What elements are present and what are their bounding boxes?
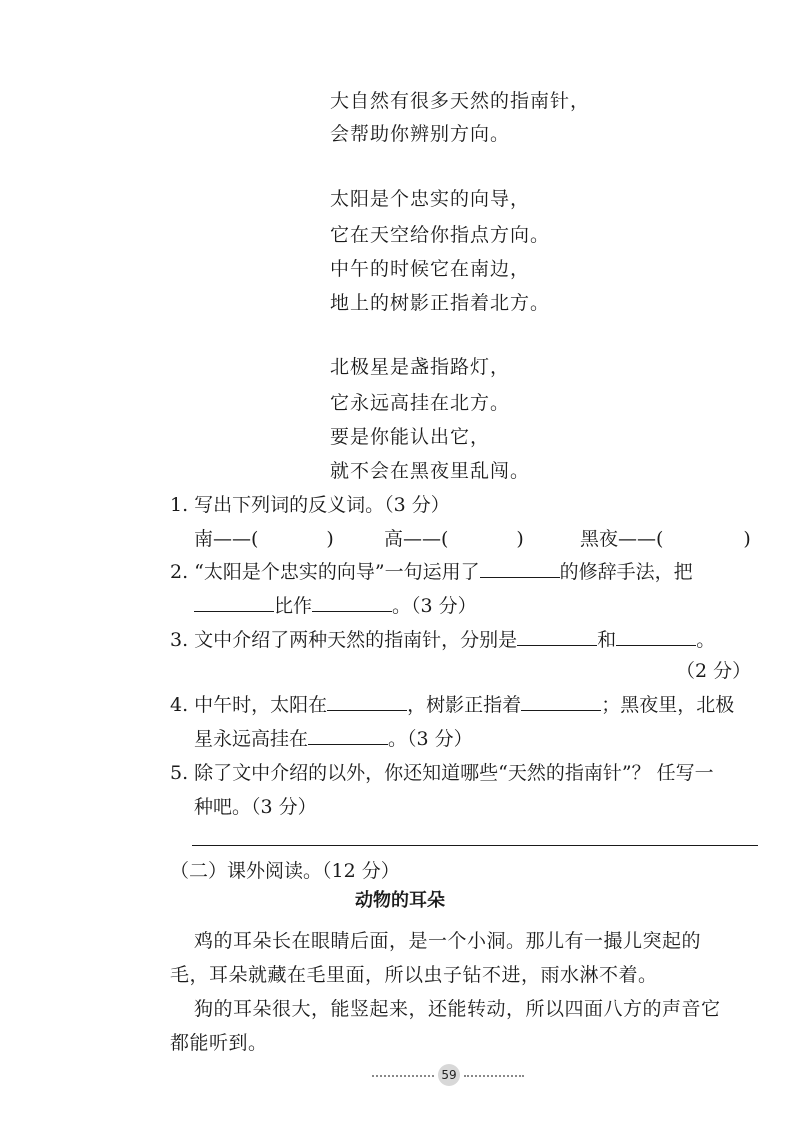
question-2-cont [194,591,477,618]
poem-line: 中午的时候它在南边， [330,258,531,280]
poem-line: 地上的树影正指着北方。 [330,292,551,314]
answer-blank[interactable] [517,627,597,646]
dotted-rule [464,1075,524,1077]
answer-line[interactable] [192,845,758,846]
question-2 [170,557,693,584]
poem-line: 它在天空给你指点方向。 [330,224,551,246]
close-paren: ) [516,528,524,550]
question-text: 比作 [274,595,313,617]
poem-line: 就不会在黑夜里乱闯。 [330,460,531,482]
question-4-cont [194,724,473,751]
poem-line: 太阳是个忠实的向导， [330,188,531,210]
antonym-word: 黑夜——( [580,528,664,550]
question-5: 5. 除了文中介绍的以外，你还知道哪些“天然的指南针”？ 任写一 [170,762,714,784]
antonym-word: 南——( [194,528,259,550]
paragraph-line: 毛，耳朵就藏在毛里面，所以虫子钻不进，雨水淋不着。 [170,964,658,986]
question-4 [170,690,734,717]
question-text: 。（3 分） [392,595,477,617]
answer-blank[interactable] [480,559,560,578]
paragraph-line: 鸡的耳朵长在眼睛后面，是一个小洞。那儿有一撮儿突起的 [194,930,702,952]
poem-line: 大自然有很多天然的指南针， [330,90,591,112]
question-3 [170,625,715,652]
poem-line: 要是你能认出它， [330,426,491,448]
close-paren: ) [743,528,751,550]
answer-blank[interactable] [327,692,407,711]
answer-blank[interactable] [194,593,274,612]
question-text: ，树影正指着 [407,694,522,716]
question-text: 。（3 分） [388,728,473,750]
close-paren: ) [326,528,334,550]
question-text: 3. 文中介绍了两种天然的指南针，分别是 [170,629,518,651]
antonym-item-south [194,524,334,551]
question-5-cont: 种吧。（3 分） [194,796,317,818]
question-text: 4. 中午时，太阳在 [170,694,328,716]
poem-line: 它永远高挂在北方。 [330,392,511,414]
paragraph-line: 狗的耳朵很大，能竖起来，还能转动，所以四面八方的声音它 [194,998,721,1020]
answer-blank[interactable] [521,692,601,711]
question-text: 。 [696,629,716,651]
page-number: 59 [438,1064,460,1086]
question-text: ；黑夜里，北极 [601,694,735,716]
antonym-item-high [384,524,524,551]
antonym-word: 高——( [384,528,449,550]
question-text: 的修辞手法，把 [559,561,693,583]
poem-line: 北极星是盏指路灯， [330,356,511,378]
answer-blank[interactable] [616,627,696,646]
question-text: 星永远高挂在 [194,728,309,750]
section-heading: （二）课外阅读。（12 分） [170,860,400,882]
page-footer [372,1064,524,1086]
question-1: 1. 写出下列词的反义词。（3 分） [170,494,450,516]
answer-blank[interactable] [312,593,392,612]
poem-line: 会帮助你辨别方向。 [330,123,511,145]
paragraph-line: 都能听到。 [170,1032,268,1054]
passage-title: 动物的耳朵 [355,890,445,911]
dotted-rule [372,1075,434,1077]
question-3-score: （2 分） [676,660,752,682]
antonym-item-night [580,524,751,551]
question-text: 2. “太阳是个忠实的向导”一句运用了 [170,561,480,583]
answer-blank[interactable] [308,726,388,745]
question-text: 和 [597,629,617,651]
